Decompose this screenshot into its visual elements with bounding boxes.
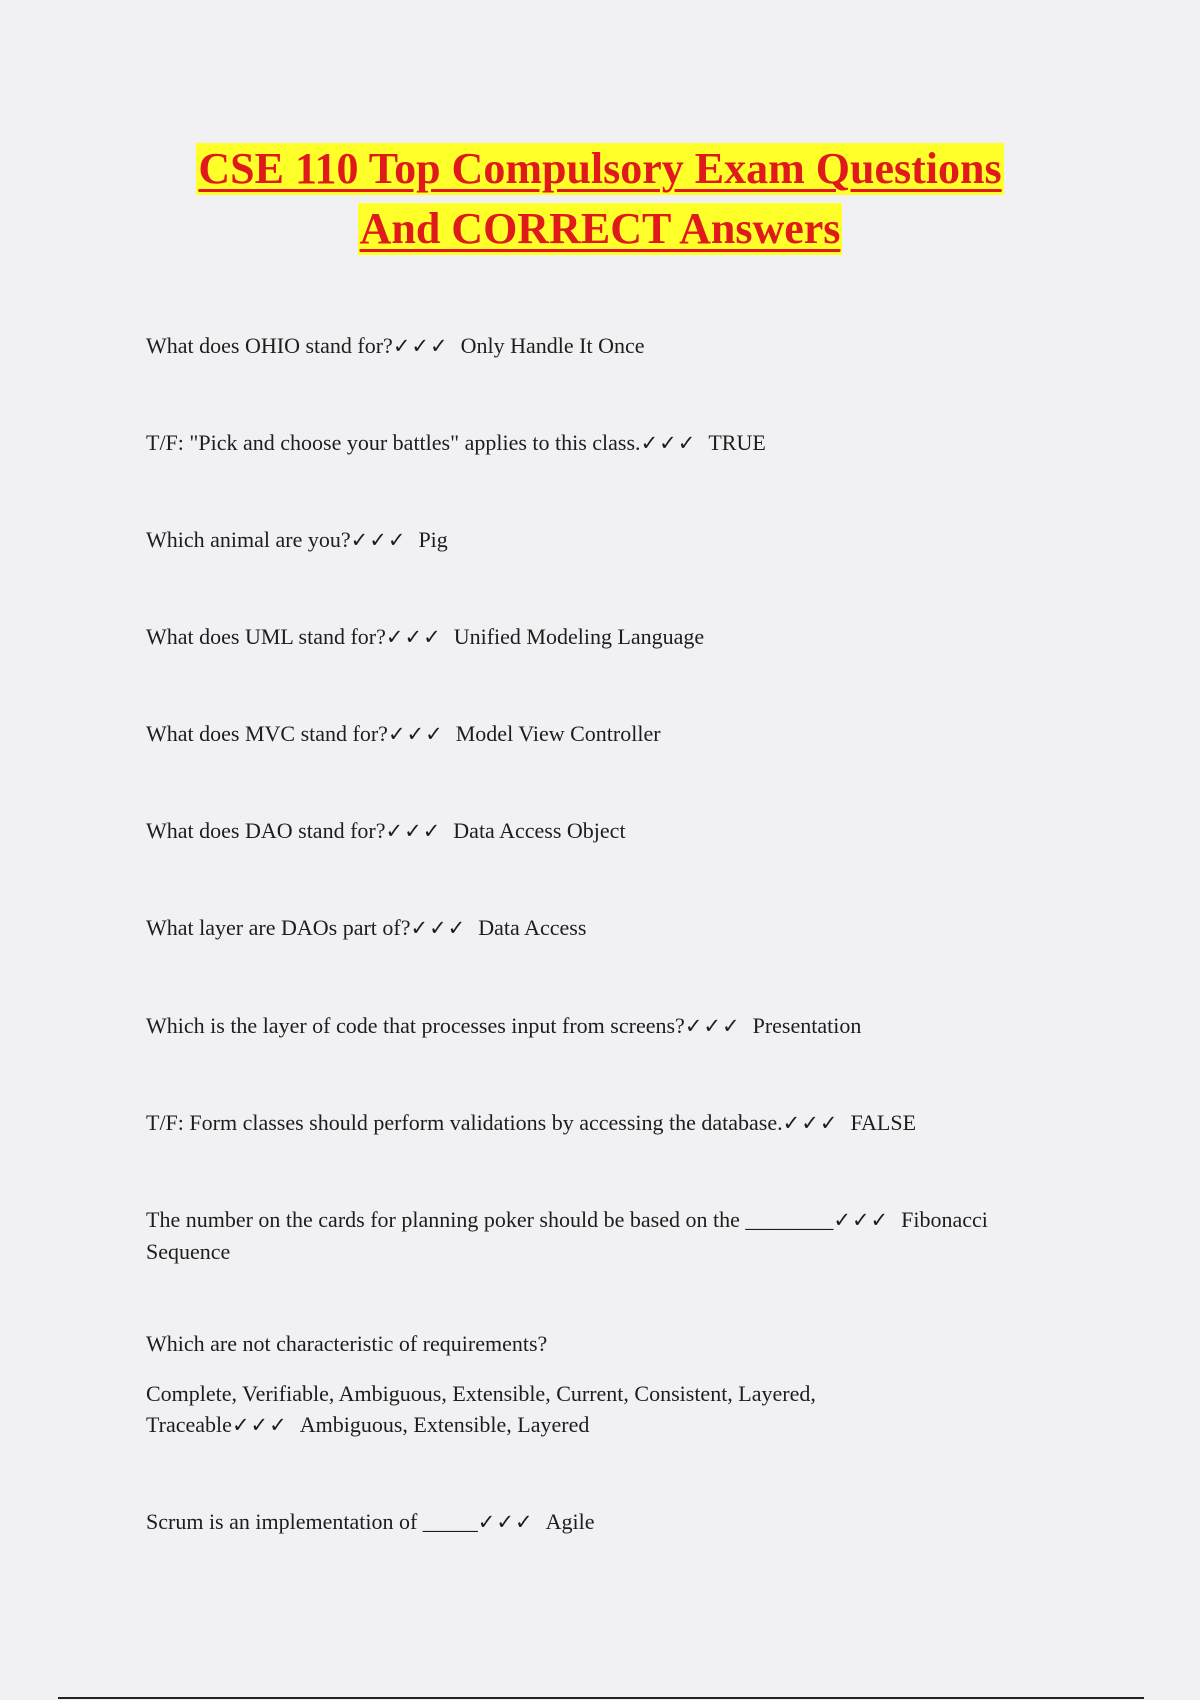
answer-text: Unified Modeling Language xyxy=(453,624,705,649)
answer-text: Only Handle It Once xyxy=(460,333,645,358)
question-text: What does UML stand for? xyxy=(146,624,386,649)
title-line-2: And CORRECT Answers xyxy=(359,204,841,253)
checkmark-icon: ✓✓✓ xyxy=(385,625,442,649)
qa-item-7 xyxy=(146,912,1066,944)
checkmark-icon: ✓✓✓ xyxy=(385,819,442,843)
question-text: Which is the layer of code that processes input from screens? xyxy=(146,1013,685,1038)
checkmark-icon: ✓✓✓ xyxy=(684,1014,741,1038)
qa-item-6 xyxy=(146,815,1066,847)
answer-text: Ambiguous, Extensible, Layered xyxy=(299,1412,590,1437)
answer-text: TRUE xyxy=(708,430,766,455)
answer-text: Data Access xyxy=(478,915,587,940)
question-text: T/F: "Pick and choose your battles" applies to this class. xyxy=(146,430,641,455)
qa-item-11 xyxy=(146,1328,1066,1441)
question-text: The number on the cards for planning poker should be based on the ________ xyxy=(146,1207,834,1232)
question-text: Which animal are you? xyxy=(146,527,351,552)
checkmark-icon: ✓✓✓ xyxy=(350,528,407,552)
answer-text: Fibonacci Sequence xyxy=(146,1207,988,1264)
qa-item-5 xyxy=(146,718,1066,750)
qa-item-10 xyxy=(146,1204,1066,1267)
checkmark-icon: ✓✓✓ xyxy=(387,722,444,746)
question-text: What does OHIO stand for? xyxy=(146,333,393,358)
question-text: What layer are DAOs part of? xyxy=(146,915,411,940)
qa-item-12 xyxy=(146,1506,1066,1538)
checkmark-icon: ✓✓✓ xyxy=(410,916,467,940)
checkmark-icon: ✓✓✓ xyxy=(640,431,697,455)
answer-text: FALSE xyxy=(850,1110,917,1135)
question-text: What does DAO stand for? xyxy=(146,818,386,843)
question-options: Complete, Verifiable, Ambiguous, Extensible, Current, Consistent, Layered, Traceable xyxy=(146,1381,816,1437)
document-title xyxy=(0,143,1200,255)
answer-text: Pig xyxy=(418,527,448,552)
question-text: Which are not characteristic of requirements? xyxy=(146,1331,548,1356)
checkmark-icon: ✓✓✓ xyxy=(833,1208,890,1232)
answer-text: Presentation xyxy=(752,1013,862,1038)
question-text: Scrum is an implementation of _____ xyxy=(146,1509,478,1534)
checkmark-icon: ✓✓✓ xyxy=(392,334,449,358)
checkmark-icon: ✓✓✓ xyxy=(782,1111,839,1135)
qa-item-3 xyxy=(146,524,1066,556)
answer-text: Data Access Object xyxy=(453,818,626,843)
question-text: What does MVC stand for? xyxy=(146,721,388,746)
qa-item-1 xyxy=(146,330,1066,362)
qa-item-2 xyxy=(146,427,1066,459)
question-text: T/F: Form classes should perform validations by accessing the database. xyxy=(146,1110,783,1135)
qa-item-8 xyxy=(146,1010,1066,1042)
answer-text: Model View Controller xyxy=(455,721,661,746)
answer-text: Agile xyxy=(545,1509,595,1534)
title-line-1: CSE 110 Top Compulsory Exam Questions xyxy=(198,144,1002,193)
checkmark-icon: ✓✓✓ xyxy=(477,1510,534,1534)
checkmark-icon: ✓✓✓ xyxy=(231,1413,288,1437)
bottom-divider xyxy=(58,1697,1144,1699)
qa-item-9 xyxy=(146,1107,1066,1139)
qa-item-4 xyxy=(146,621,1066,653)
